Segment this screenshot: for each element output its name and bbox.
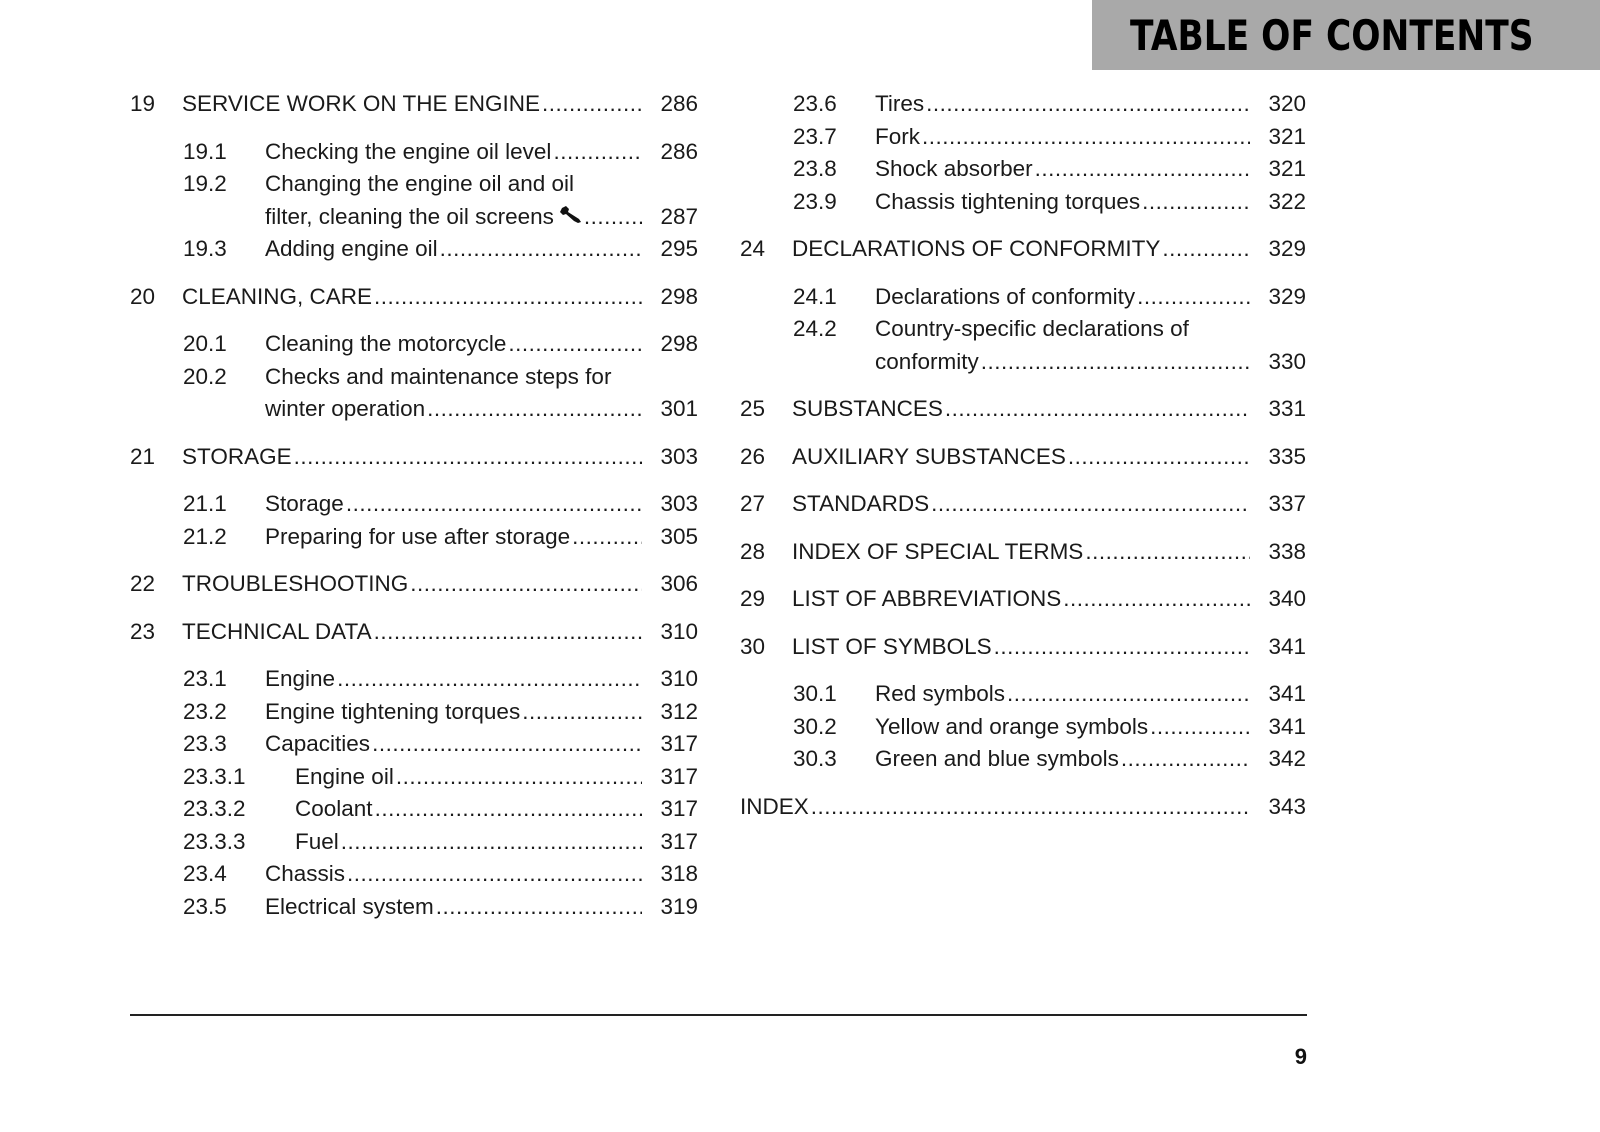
entry-title: Tires [875, 91, 925, 116]
entry-number: 30.3 [793, 746, 837, 771]
entry-number: 19.3 [183, 236, 227, 261]
entry-number: 26 [740, 443, 766, 469]
entry-number: 21 [130, 443, 156, 469]
entry-page: 329 [1268, 283, 1306, 309]
toc-entry[interactable] [130, 328, 698, 361]
toc-entry[interactable] [130, 441, 698, 474]
leader-dots [436, 891, 642, 924]
entry-page: 320 [1268, 91, 1306, 116]
entry-number: 30.2 [793, 713, 837, 739]
entry-number: 23.5 [183, 893, 227, 919]
entry-title: Fuel [295, 828, 339, 854]
entry-page: 337 [1268, 491, 1306, 516]
entry-number: 24.1 [793, 283, 837, 309]
leader-dots [553, 136, 642, 169]
leader-dots [374, 616, 642, 649]
leader-dots [508, 328, 642, 361]
entry-title: Declarations of conformity [875, 283, 1136, 309]
toc-entry[interactable] [130, 521, 698, 554]
entry-page: 298 [660, 283, 698, 309]
entry-page: 342 [1268, 746, 1306, 771]
toc-entry[interactable] [130, 728, 698, 761]
leader-dots [337, 663, 642, 696]
entry-title: Fork [875, 123, 920, 149]
leader-dots [294, 441, 642, 474]
entry-number: 25 [740, 396, 766, 421]
entry-number: 23 [130, 618, 156, 644]
leader-dots [584, 201, 642, 234]
entry-number: 24 [740, 236, 766, 261]
toc-entry[interactable] [130, 826, 698, 859]
entry-title: Checks and maintenance steps for [265, 363, 612, 389]
entry-page: 317 [660, 796, 698, 821]
entry-page: 317 [660, 828, 698, 854]
entry-page: 321 [1268, 156, 1306, 181]
entry-number: 23.8 [793, 156, 837, 181]
entry-title: Engine [265, 666, 336, 691]
leader-dots [922, 121, 1250, 154]
toc-left-column [130, 86, 698, 923]
entry-title: Changing the engine oil and oil [265, 171, 574, 196]
wrench-icon [560, 201, 582, 219]
entry-title: Country-specific declarations of [875, 316, 1189, 341]
toc-entry[interactable] [130, 793, 698, 826]
entry-title: Capacities [265, 731, 371, 756]
toc-entry[interactable] [740, 488, 1306, 521]
entry-page: 287 [660, 203, 698, 229]
toc-entry[interactable] [740, 121, 1306, 154]
toc-right-column [740, 86, 1306, 823]
leader-dots [341, 826, 642, 859]
entry-title: TROUBLESHOOTING [182, 571, 409, 596]
entry-page: 306 [660, 571, 698, 596]
toc-entry[interactable] [740, 631, 1306, 664]
entry-number: 21.2 [183, 523, 227, 549]
entry-title: STANDARDS [792, 491, 930, 516]
entry-number: 19 [130, 91, 156, 116]
leader-dots [1063, 583, 1250, 616]
entry-title: Checking the engine oil level [265, 138, 552, 164]
entry-page: 331 [1268, 396, 1306, 421]
entry-number: 23.2 [183, 698, 227, 724]
entry-number: 23.1 [183, 666, 227, 691]
leader-dots [1068, 441, 1250, 474]
toc-entry[interactable] [740, 313, 1306, 378]
entry-number: 20 [130, 283, 156, 309]
toc-entry[interactable] [740, 711, 1306, 744]
leader-dots [396, 761, 642, 794]
entry-number: 23.3.1 [183, 763, 246, 789]
entry-title: Chassis [265, 861, 346, 886]
toc-entry[interactable] [740, 678, 1306, 711]
entry-title-continued: filter, cleaning the oil screens [265, 203, 554, 229]
entry-page: 329 [1268, 236, 1306, 261]
toc-entry[interactable] [740, 536, 1306, 569]
entry-page: 338 [1268, 538, 1306, 564]
toc-entry[interactable] [130, 891, 698, 924]
entry-title: AUXILIARY SUBSTANCES [792, 443, 1066, 469]
leader-dots [374, 281, 642, 314]
entry-page: 322 [1268, 188, 1306, 214]
entry-number: 23.6 [793, 91, 837, 116]
entry-title: Yellow and orange symbols [875, 713, 1149, 739]
leader-dots [347, 858, 642, 891]
entry-page: 330 [1268, 348, 1306, 374]
entry-title: Chassis tightening torques [875, 188, 1141, 214]
leader-dots [375, 793, 642, 826]
entry-number: 30.1 [793, 681, 837, 706]
entry-title: Coolant [295, 796, 373, 821]
entry-page: 303 [660, 491, 698, 516]
entry-title: Green and blue symbols [875, 746, 1119, 771]
entry-page: 321 [1268, 123, 1306, 149]
entry-number: 21.1 [183, 491, 227, 516]
entry-page: 312 [660, 698, 698, 724]
toc-entry[interactable] [130, 858, 698, 891]
entry-title: Electrical system [265, 893, 434, 919]
toc-entry[interactable] [130, 281, 698, 314]
leader-dots [1162, 233, 1250, 266]
toc-entry[interactable] [740, 743, 1306, 776]
leader-dots [1137, 281, 1250, 314]
toc-entry[interactable] [130, 663, 698, 696]
entry-page: 310 [660, 618, 698, 644]
entry-number: 23.4 [183, 861, 227, 886]
entry-number: 19.1 [183, 138, 227, 164]
entry-title: CLEANING, CARE [182, 283, 373, 309]
entry-page: 305 [660, 523, 698, 549]
entry-title: Red symbols [875, 681, 1006, 706]
entry-number: 23.3.2 [183, 796, 246, 821]
entry-page: 341 [1268, 713, 1306, 739]
leader-dots [372, 728, 642, 761]
entry-title: Shock absorber [875, 156, 1033, 181]
entry-page: 317 [660, 731, 698, 756]
entry-page: 286 [660, 91, 698, 116]
entry-number: 28 [740, 538, 766, 564]
entry-title: Storage [265, 491, 344, 516]
toc-entry[interactable] [130, 136, 698, 169]
toc-entry[interactable] [130, 616, 698, 649]
entry-title: Engine oil [295, 763, 394, 789]
toc-entry[interactable] [130, 488, 698, 521]
entry-title: LIST OF SYMBOLS [792, 633, 992, 659]
entry-page: 298 [660, 331, 698, 356]
entry-page: 303 [660, 443, 698, 469]
leader-dots [1142, 186, 1250, 219]
toc-entry[interactable] [740, 88, 1306, 121]
entry-number: 24.2 [793, 316, 837, 341]
leader-dots [945, 393, 1250, 426]
entry-page: 343 [1268, 793, 1306, 819]
leader-dots [522, 696, 642, 729]
leader-dots [1085, 536, 1250, 569]
entry-number: 22 [130, 571, 156, 596]
entry-title: Cleaning the motorcycle [265, 331, 507, 356]
toc-entry[interactable] [130, 168, 698, 233]
entry-page: 341 [1268, 633, 1306, 659]
entry-title: Engine tightening torques [265, 698, 521, 724]
entry-title: TECHNICAL DATA [182, 618, 372, 644]
entry-page: 318 [660, 861, 698, 886]
leader-dots [981, 346, 1250, 379]
page-title: TABLE OF CONTENTS [1130, 11, 1534, 60]
toc-entry[interactable] [130, 88, 698, 121]
entry-title: STORAGE [182, 443, 292, 469]
leader-dots [926, 88, 1250, 121]
entry-title-continued: winter operation [265, 396, 426, 421]
page-number: 9 [1294, 1044, 1307, 1069]
leader-dots [427, 393, 642, 426]
entry-page: 301 [660, 396, 698, 421]
entry-number: 27 [740, 491, 766, 516]
entry-title: Preparing for use after storage [265, 523, 571, 549]
entry-number: 23.3 [183, 731, 227, 756]
entry-title: SUBSTANCES [792, 396, 943, 421]
leader-dots [572, 521, 642, 554]
entry-title: SERVICE WORK ON THE ENGINE [182, 91, 540, 116]
toc-entry[interactable] [740, 281, 1306, 314]
leader-dots [1121, 743, 1250, 776]
toc-entry[interactable] [740, 186, 1306, 219]
entry-page: 286 [660, 138, 698, 164]
leader-dots [931, 488, 1250, 521]
toc-entry[interactable] [740, 153, 1306, 186]
entry-page: 317 [660, 763, 698, 789]
footer-divider [130, 1014, 1307, 1016]
toc-entry[interactable] [130, 233, 698, 266]
entry-title-continued: conformity [875, 348, 979, 374]
entry-page: 319 [660, 893, 698, 919]
entry-number: 29 [740, 586, 766, 611]
toc-entry[interactable] [740, 583, 1306, 616]
toc-entry[interactable] [130, 761, 698, 794]
leader-dots [1007, 678, 1250, 711]
entry-page: 335 [1268, 443, 1306, 469]
toc-entry[interactable] [130, 568, 698, 601]
entry-title: Adding engine oil [265, 236, 438, 261]
leader-dots [1035, 153, 1250, 186]
leader-dots [542, 88, 642, 121]
toc-entry[interactable] [740, 393, 1306, 426]
entry-title: LIST OF ABBREVIATIONS [792, 586, 1062, 611]
entry-number: 30 [740, 633, 766, 659]
entry-page: 341 [1268, 681, 1306, 706]
entry-number: 23.9 [793, 188, 837, 214]
leader-dots [994, 631, 1250, 664]
entry-number: 20.1 [183, 331, 227, 356]
entry-title: DECLARATIONS OF CONFORMITY [792, 236, 1161, 261]
toc-entry[interactable] [130, 361, 698, 426]
entry-title: INDEX [740, 793, 809, 819]
leader-dots [440, 233, 642, 266]
leader-dots [410, 568, 642, 601]
leader-dots [346, 488, 642, 521]
entry-title: INDEX OF SPECIAL TERMS [792, 538, 1084, 564]
leader-dots [1150, 711, 1250, 744]
toc-entry[interactable] [740, 441, 1306, 474]
leader-dots [811, 791, 1250, 824]
entry-number: 23.3.3 [183, 828, 246, 854]
entry-number: 19.2 [183, 171, 227, 196]
toc-entry[interactable] [130, 696, 698, 729]
entry-page: 310 [660, 666, 698, 691]
entry-page: 295 [660, 236, 698, 261]
entry-number: 20.2 [183, 363, 227, 389]
toc-entry-index[interactable] [740, 791, 1306, 824]
toc-entry[interactable] [740, 233, 1306, 266]
entry-page: 340 [1268, 586, 1306, 611]
entry-number: 23.7 [793, 123, 837, 149]
